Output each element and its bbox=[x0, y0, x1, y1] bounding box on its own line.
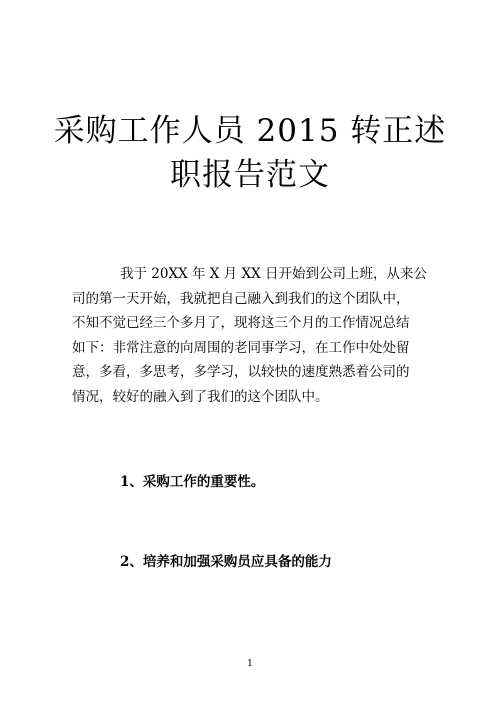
body-paragraph bbox=[72, 262, 430, 409]
section-heading-2: 2、培养和加强采购员应具备的能力 bbox=[120, 554, 332, 570]
document-title bbox=[40, 109, 460, 197]
paragraph-line: 我于 20XX 年 X 月 XX 日开始到公司上班，从来公 bbox=[120, 266, 427, 282]
paragraph-line: 如下：非常注意的向周围的老同事学习，在工作中处处留 bbox=[72, 339, 410, 356]
paragraph-line: 情况，较好的融入到了我们的这个团队中。 bbox=[72, 388, 329, 405]
title-line: 采购工作人员 2015 转正述 bbox=[53, 112, 447, 149]
paragraph-line: 不知不觉已经三个多月了，现将这三个月的工作情况总结 bbox=[72, 315, 410, 331]
section-heading-1: 1、采购工作的重要性。 bbox=[120, 474, 265, 490]
title-line: 职报告范文 bbox=[170, 156, 330, 193]
paragraph-line: 意，多看，多思考，多学习，以较快的速度熟悉着公司的 bbox=[72, 364, 410, 380]
page-number: 1 bbox=[247, 659, 253, 669]
paragraph-line: 司的第一天开始，我就把自己融入到我们的这个团队中， bbox=[72, 290, 410, 307]
